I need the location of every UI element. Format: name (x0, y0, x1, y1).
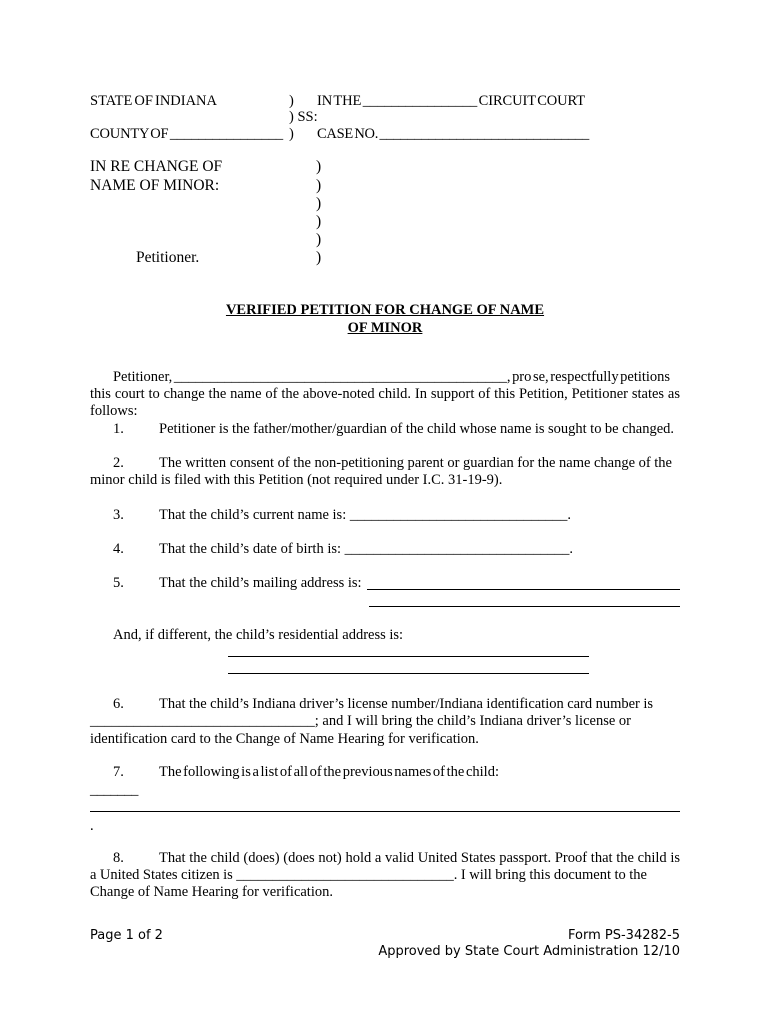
petitioner-label: Petitioner. (136, 249, 200, 266)
item-2-text: The written consent of the non-petitioning parent or guardian for the name change of the (159, 455, 672, 471)
item-number: 6. (113, 696, 124, 712)
item-6-text: That the child’s Indiana driver’s license number/Indiana identification card number is (159, 696, 653, 712)
caption-paren: ) (316, 195, 322, 212)
item-number: 3. (113, 507, 124, 523)
item-number: 5. (113, 575, 124, 591)
caption-paren: ) (316, 177, 322, 194)
county-field[interactable]: COUNTY OF ________________ (90, 126, 283, 142)
caption-paren: ) (289, 93, 294, 109)
caption-paren: ) (316, 249, 322, 266)
item-7-text: The following is a list of all of the previous names of the child: (159, 764, 499, 780)
item-7-period: . (90, 818, 94, 834)
item-8-text: That the child (does) (does not) hold a valid United States passport. Proof that the child is (159, 850, 680, 866)
current-name-field[interactable]: That the child’s current name is: ______________________________. (159, 507, 571, 523)
in-re-line-2: NAME OF MINOR: (90, 177, 220, 194)
residential-address-field-2[interactable] (228, 673, 589, 674)
date-of-birth-field[interactable]: That the child’s date of birth is: _______________________________. (159, 541, 574, 557)
item-2-text-2: minor child is filed with this Petition (not required under I.C. 31-19-9). (90, 472, 503, 488)
item-number: 4. (113, 541, 124, 557)
approval-note: Approved by State Court Administration 12/10 (378, 944, 680, 959)
item-6-text-3: identification card to the Change of Name Hearing for verification. (90, 731, 479, 747)
intro-line-3: follows: (90, 403, 138, 419)
item-number: 8. (113, 850, 124, 866)
document-title-line-2: OF MINOR (347, 320, 423, 336)
item-8-text-3: Change of Name Hearing for verification. (90, 884, 333, 900)
in-re-line-1: IN RE CHANGE OF (90, 158, 223, 175)
state-label: STATE OF INDIANA (90, 93, 217, 109)
mailing-address-label: That the child’s mailing address is: (159, 575, 362, 591)
intro-line-1[interactable]: Petitioner, ______________________________________________, pro se, respectfully petitions (113, 369, 670, 385)
item-number: 2. (113, 455, 124, 471)
caption-paren: ) (316, 158, 322, 175)
mailing-address-field-2[interactable] (369, 606, 680, 607)
residential-address-field[interactable] (228, 656, 589, 657)
mailing-address-field[interactable] (367, 589, 680, 590)
form-number: Form PS-34282-5 (568, 928, 680, 943)
document-title: VERIFIED PETITION FOR CHANGE OF NAME (225, 302, 545, 318)
item-number: 1. (113, 421, 124, 437)
intro-line-2: this court to change the name of the above-noted child. In support of this Petition, Petitioner states as (90, 386, 680, 402)
caption-paren: ) (316, 213, 322, 230)
previous-names-field[interactable] (90, 811, 680, 812)
item-number: 7. (113, 764, 124, 780)
residential-address-label: And, if different, the child’s residential address is: (113, 627, 404, 643)
previous-names-blank[interactable]: _______ (90, 782, 139, 798)
court-field[interactable]: IN THE ________________ CIRCUIT COURT (317, 93, 585, 109)
page-number: Page 1 of 2 (90, 928, 163, 943)
license-number-field[interactable]: _______________________________; and I will bring the child’s Indiana driver’s license or (90, 713, 631, 729)
caption-paren: ) (289, 126, 294, 142)
caption-paren: ) (316, 231, 322, 248)
case-number-field[interactable]: CASE NO. ______________________________ (317, 126, 589, 142)
ss-label: ) SS: (289, 109, 318, 125)
citizenship-proof-field[interactable]: a United States citizen is ______________________________. I will bring this document to the (90, 867, 647, 883)
item-1-text: Petitioner is the father/mother/guardian of the child whose name is sought to be changed. (159, 421, 674, 437)
